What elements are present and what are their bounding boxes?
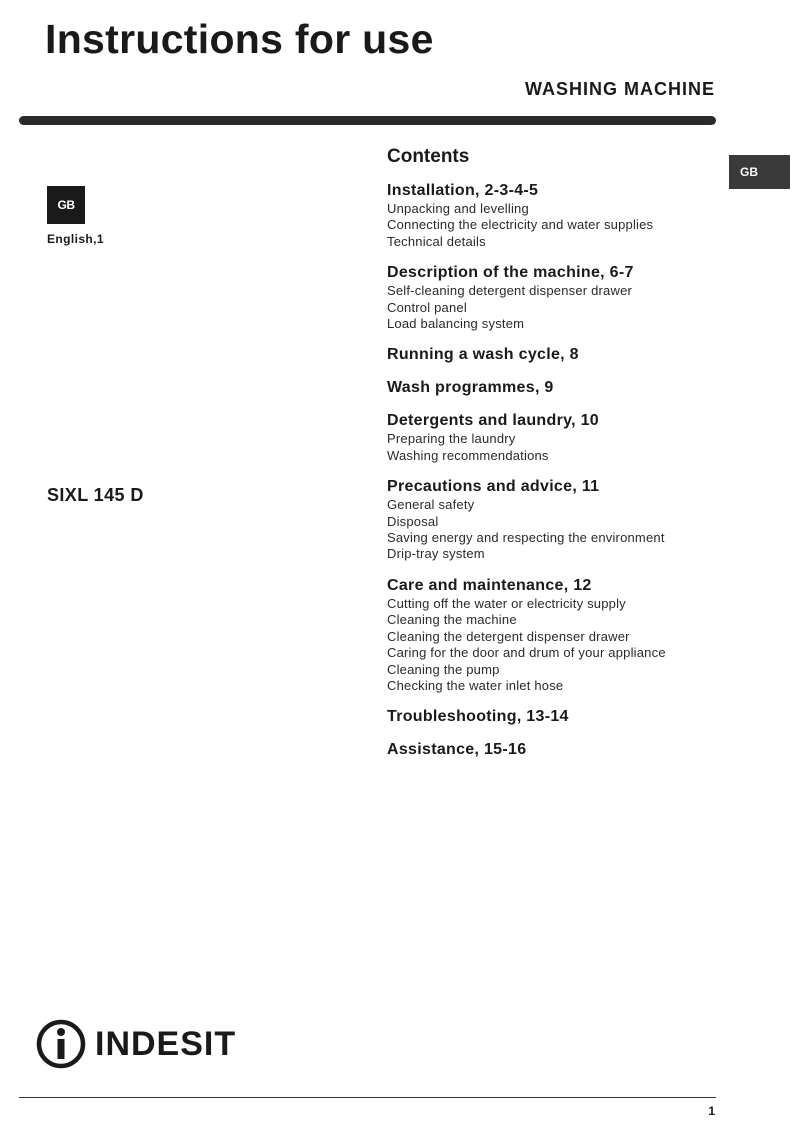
contents-section xyxy=(387,740,727,760)
model-name: SIXL 145 D xyxy=(47,485,144,505)
contents-section xyxy=(387,378,727,398)
section-title[interactable]: Detergents and laundry, 10 xyxy=(387,412,600,430)
contents-section xyxy=(387,181,727,250)
section-subitem[interactable]: Checking the water inlet hose xyxy=(387,677,564,693)
language-badge: GB xyxy=(47,186,85,224)
contents-heading: Contents xyxy=(387,146,470,167)
section-subitem[interactable]: General safety xyxy=(387,497,475,513)
contents-section xyxy=(387,707,727,727)
section-title[interactable]: Wash programmes, 9 xyxy=(387,379,554,397)
section-subitem[interactable]: Technical details xyxy=(387,233,486,249)
contents-section xyxy=(387,477,727,563)
section-subitem[interactable]: Cleaning the pump xyxy=(387,661,500,677)
section-title[interactable]: Troubleshooting, 13-14 xyxy=(387,708,569,726)
contents-section xyxy=(387,411,727,464)
section-subitem[interactable]: Caring for the door and drum of your appliance xyxy=(387,645,666,661)
table-of-contents xyxy=(387,146,727,773)
section-subitem[interactable]: Drip-tray system xyxy=(387,546,485,562)
section-subitem[interactable]: Cleaning the detergent dispenser drawer xyxy=(387,628,630,644)
indesit-logo-icon xyxy=(35,1018,87,1070)
section-subitem[interactable]: Saving energy and respecting the environment xyxy=(387,530,665,546)
language-label: English,1 xyxy=(47,232,104,246)
top-divider xyxy=(19,116,716,125)
section-subitem[interactable]: Connecting the electricity and water supplies xyxy=(387,217,654,233)
contents-sections xyxy=(387,181,727,760)
section-subitem[interactable]: Load balancing system xyxy=(387,316,525,332)
section-title[interactable]: Assistance, 15-16 xyxy=(387,741,527,759)
section-subitem[interactable]: Control panel xyxy=(387,299,467,315)
section-subitem[interactable]: Preparing the laundry xyxy=(387,431,516,447)
section-title[interactable]: Description of the machine, 6-7 xyxy=(387,264,634,282)
section-subitem[interactable]: Disposal xyxy=(387,513,439,529)
section-subitem[interactable]: Unpacking and levelling xyxy=(387,201,529,216)
section-subitem[interactable]: Cutting off the water or electricity supply xyxy=(387,595,626,611)
brand-logo xyxy=(35,1018,236,1070)
section-title[interactable]: Installation, 2-3-4-5 xyxy=(387,182,539,199)
contents-section xyxy=(387,345,727,365)
section-title[interactable]: Care and maintenance, 12 xyxy=(387,576,592,594)
bottom-divider xyxy=(19,1097,716,1098)
section-subitem[interactable]: Self-cleaning detergent dispenser drawer xyxy=(387,283,633,299)
document-subtitle: WASHING MACHINE xyxy=(525,79,715,99)
language-side-tab[interactable]: GB xyxy=(729,155,790,189)
contents-section xyxy=(387,576,727,694)
page-number: 1 xyxy=(708,1104,715,1118)
document-title: Instructions for use xyxy=(45,16,434,62)
contents-section xyxy=(387,263,727,332)
section-subitem[interactable]: Cleaning the machine xyxy=(387,612,517,628)
section-subitem[interactable]: Washing recommendations xyxy=(387,447,549,463)
section-title[interactable]: Running a wash cycle, 8 xyxy=(387,346,579,364)
section-title[interactable]: Precautions and advice, 11 xyxy=(387,478,600,496)
brand-wordmark: INDESIT xyxy=(95,1025,237,1063)
